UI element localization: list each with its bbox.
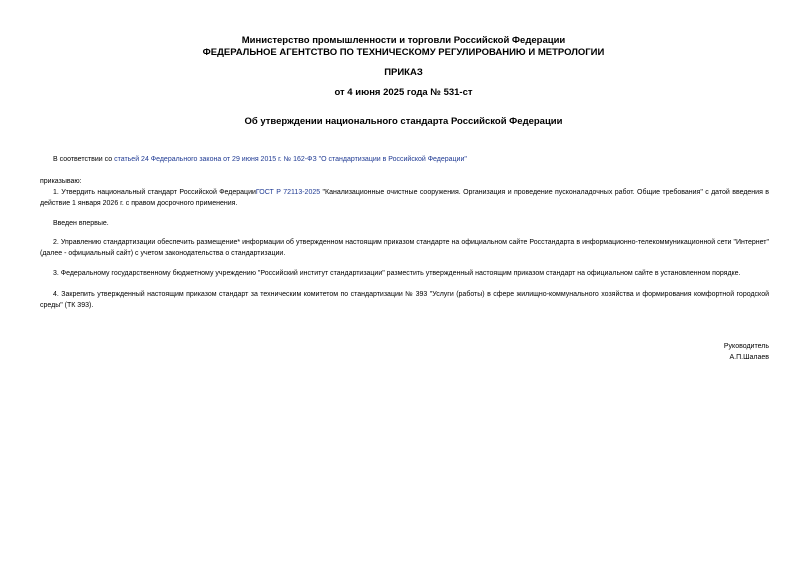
- item-3-paragraph: 3. Федеральному государственному бюджетному учреждению "Российский институт стандартизации" разместить утвержденный настоящим приказом стандарт на официальном сайте в установленном порядке.: [53, 270, 741, 277]
- introduced-first: Введен впервые.: [53, 220, 109, 227]
- date-number: от 4 июня 2025 года № 531-ст: [334, 87, 473, 98]
- item-4-paragraph: 4. Закрепить утвержденный настоящим приказом стандарт за техническим комитетом по стандартизации № 393 "Услуги (работы) в сфере жилищно-коммунального хозяйства и формирования комфортной городской среды" (ТК 393).: [40, 291, 769, 309]
- signatory-name: А.П.Шалаев: [729, 354, 769, 361]
- federal-law-link[interactable]: статьей 24 Федерального закона от 29 июня 2015 г. № 162-ФЗ "О стандартизации в Российской Федерации": [114, 156, 467, 163]
- ministry-title: Министерство промышленности и торговли Российской Федерации: [241, 35, 566, 46]
- gost-standard-link[interactable]: ГОСТ Р 72113-2025: [255, 189, 321, 196]
- preamble-paragraph: [40, 155, 769, 166]
- order-word: приказываю:: [40, 178, 82, 185]
- document-subject: Об утверждении национального стандарта Российской Федерации: [244, 116, 563, 127]
- item-1-suffix: "Канализационные очистные сооружения. Организация и проведение пусконаладочных работ. Общие требования" с датой введения в действие 1 января 2026 г. с правом досрочного применения.: [40, 189, 769, 207]
- signatory-position: Руководитель: [723, 343, 769, 350]
- preamble-prefix: В соответствии со: [53, 156, 115, 163]
- item-1-prefix: 1. Утвердить национальный стандарт Российской Федерации: [53, 189, 256, 196]
- item-2-paragraph: 2. Управлению стандартизации обеспечить размещение* информации об утвержденном настоящим приказом стандарте на официальном сайте Росстандарта в информационно-телекоммуникационной сети "Интернет" (далее - официальный сайт) с учетом законодательства о стандартизации.: [40, 239, 769, 257]
- item-1-paragraph: [40, 188, 769, 209]
- agency-title: ФЕДЕРАЛЬНОЕ АГЕНТСТВО ПО ТЕХНИЧЕСКОМУ РЕГУЛИРОВАНИЮ И МЕТРОЛОГИИ: [202, 47, 605, 58]
- document-type: ПРИКАЗ: [384, 67, 423, 78]
